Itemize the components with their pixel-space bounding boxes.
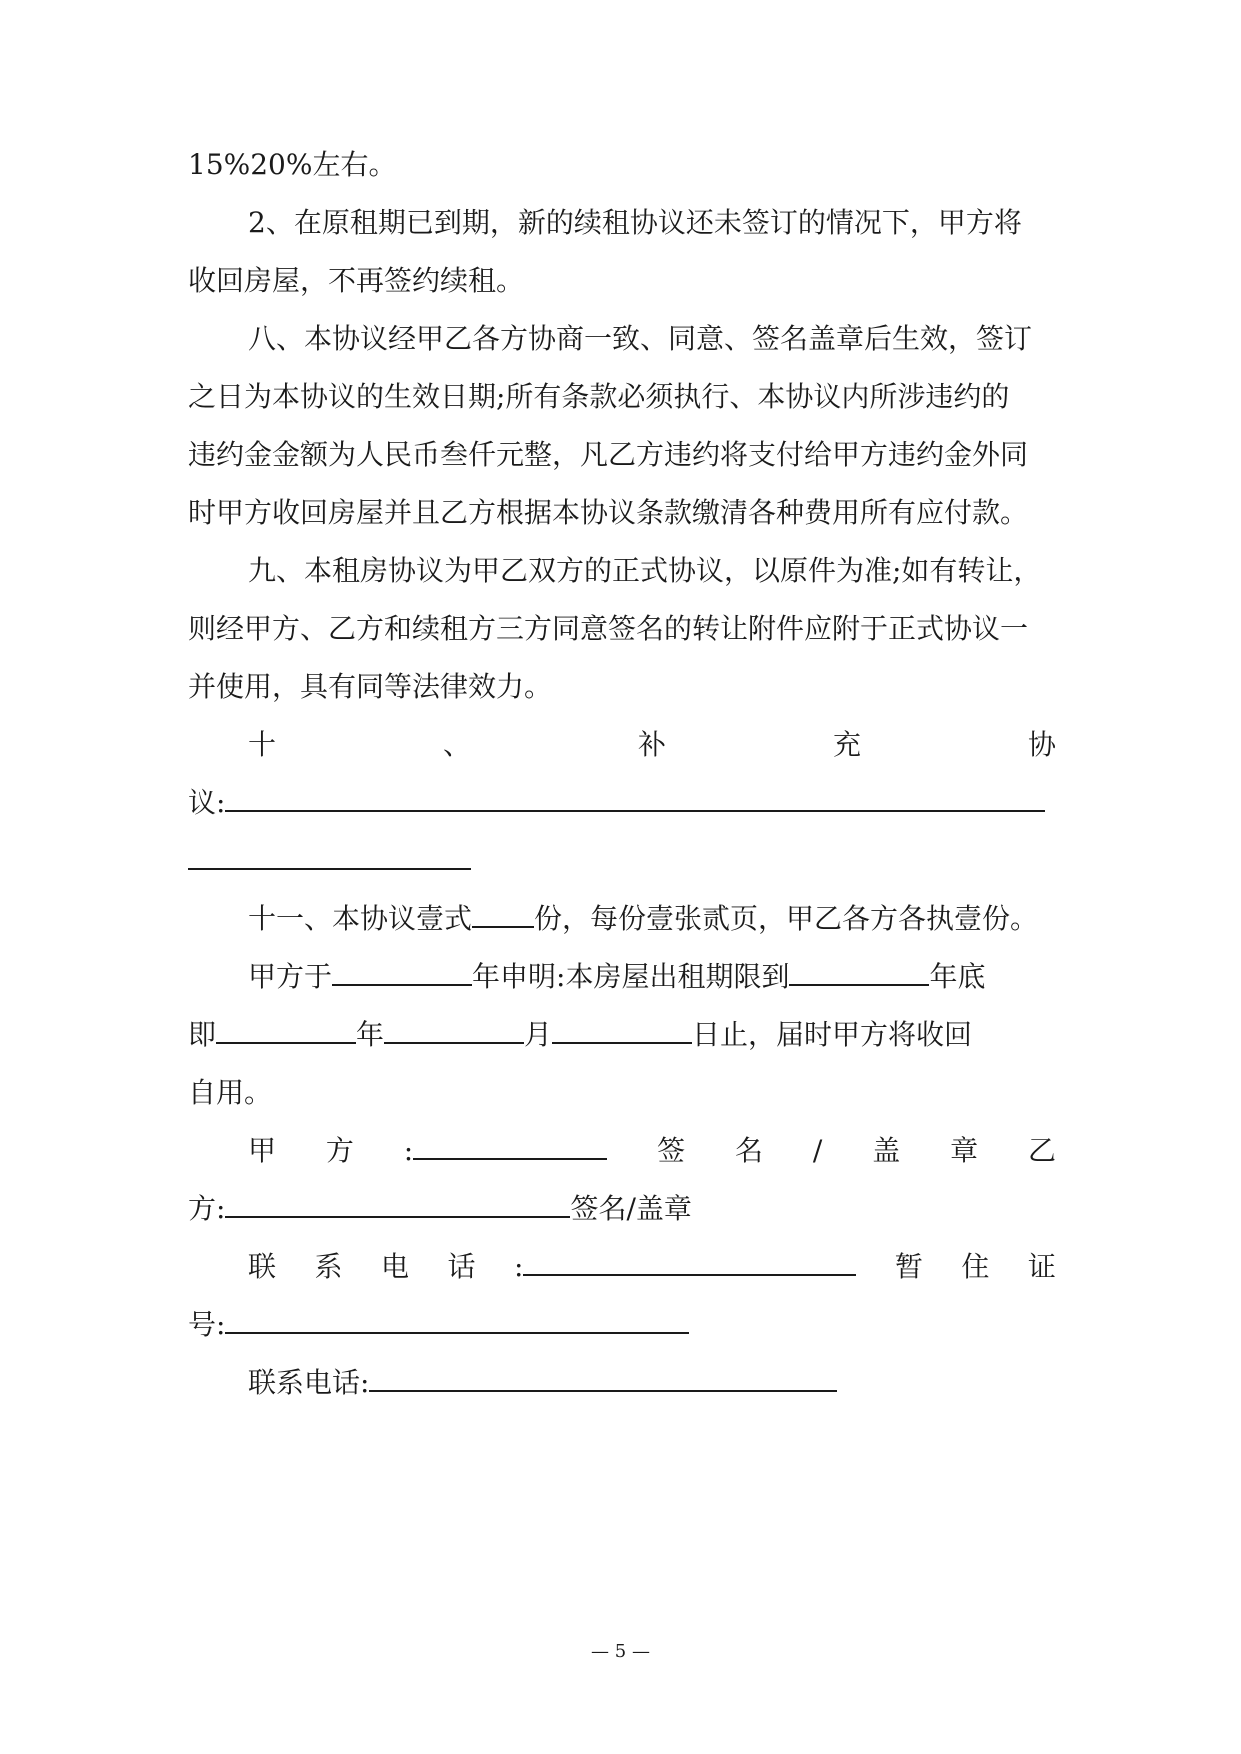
heading-char: 、: [442, 728, 471, 761]
party-b-phone-line: [248, 1363, 1056, 1403]
date-text: 即: [188, 1018, 217, 1051]
party-b-blank[interactable]: [225, 1190, 570, 1218]
day-text: 日止，届时甲方将收回: [692, 1018, 973, 1051]
id-char: 住: [961, 1250, 990, 1283]
phone-colon-blank: :: [514, 1247, 856, 1287]
text-line: 九、本租房协议为甲乙双方的正式协议，以原件为准;如有转让，: [248, 554, 1042, 587]
supplement-line-2: [188, 841, 1056, 881]
sign-char: 盖: [872, 1134, 901, 1167]
text-line: 时甲方收回房屋并且乙方根据本协议条款缴清各种费用所有应付款。: [188, 496, 1029, 529]
copies-line: [248, 899, 1056, 939]
party-a-char: 甲: [248, 1134, 277, 1167]
heading-char: 补: [637, 728, 666, 761]
phone-char: 系: [314, 1250, 343, 1283]
sign-char: 签: [657, 1134, 686, 1167]
heading-char: 协: [1027, 728, 1056, 761]
supplement-label: 议:: [188, 786, 226, 819]
party-b-sign-label: 签名/盖章: [570, 1192, 692, 1225]
lease-end-year-blank[interactable]: [789, 958, 929, 986]
page-number: — 5 —: [591, 1641, 650, 1662]
month-label: 月: [524, 1018, 553, 1051]
sign-char: 乙: [1027, 1134, 1056, 1167]
party-a-phone-blank[interactable]: [523, 1248, 856, 1276]
text-line: 自用。: [188, 1076, 273, 1109]
party-a-blank[interactable]: [413, 1132, 607, 1160]
text-line: 之日为本协议的生效日期;所有条款必须执行、本协议内所涉违约的: [188, 380, 1010, 413]
party-b-phone-label: 联系电话:: [248, 1366, 370, 1399]
party-b-line: [188, 1189, 1056, 1229]
text-line: 15%20%左右。: [188, 148, 397, 181]
id-char: 暂: [894, 1250, 923, 1283]
text-line: 则经甲方、乙方和续租方三方同意签名的转让附件应附于正式协议一: [188, 612, 1029, 645]
party-a-char: 方: [325, 1134, 354, 1167]
day-blank[interactable]: [552, 1016, 692, 1044]
copies-text: 十一、本协议壹式: [248, 902, 473, 935]
text-line: 并使用，具有同等法律效力。: [188, 670, 553, 703]
id-number-line: [188, 1305, 1056, 1345]
year-blank[interactable]: [216, 1016, 356, 1044]
heading-char: 充: [832, 728, 861, 761]
supplement-blank[interactable]: [225, 784, 1045, 812]
sign-char: 名: [734, 1134, 763, 1167]
party-b-phone-blank[interactable]: [369, 1364, 837, 1392]
party-b-label: 方:: [188, 1192, 226, 1225]
text-line: 违约金金额为人民币叁仟元整，凡乙方违约将支付给甲方违约金外同: [188, 438, 1029, 471]
text-line: 八、本协议经甲乙各方协商一致、同意、签名盖章后生效，签订: [248, 322, 1033, 355]
month-blank[interactable]: [384, 1016, 524, 1044]
phone-id-line: [248, 1247, 1056, 1287]
id-number-blank[interactable]: [225, 1306, 689, 1334]
supplement-line: [188, 783, 1056, 823]
phone-char: 电: [381, 1250, 410, 1283]
text-line: 2、在原租期已到期，新的续租协议还未签订的情况下，甲方将: [248, 206, 1022, 239]
heading-char: 十: [248, 728, 277, 761]
supplement-heading-line: [248, 725, 1056, 765]
declaration-text-3: 年底: [929, 960, 986, 993]
copies-blank[interactable]: [472, 900, 534, 928]
year-label: 年: [356, 1018, 385, 1051]
sign-char: /: [812, 1134, 823, 1167]
declaration-text: 甲方于: [248, 960, 333, 993]
text-line: 收回房屋，不再签约续租。: [188, 264, 525, 297]
supplement-blank-2[interactable]: [188, 842, 471, 870]
declaration-text-2: 年申明:本房屋出租期限到: [472, 960, 790, 993]
copies-text-2: 份，每份壹张贰页，甲乙各方各执壹份。: [534, 902, 1039, 935]
party-a-signature-line: [248, 1131, 1056, 1171]
id-number-label: 号:: [188, 1308, 226, 1341]
declaration-line: [248, 957, 1056, 997]
declaration-year-blank[interactable]: [332, 958, 472, 986]
date-line: [188, 1015, 1056, 1055]
phone-char: 联: [248, 1250, 277, 1283]
party-a-colon-blank: :: [404, 1131, 607, 1171]
sign-char: 章: [950, 1134, 979, 1167]
phone-char: 话: [447, 1250, 476, 1283]
id-char: 证: [1027, 1250, 1056, 1283]
